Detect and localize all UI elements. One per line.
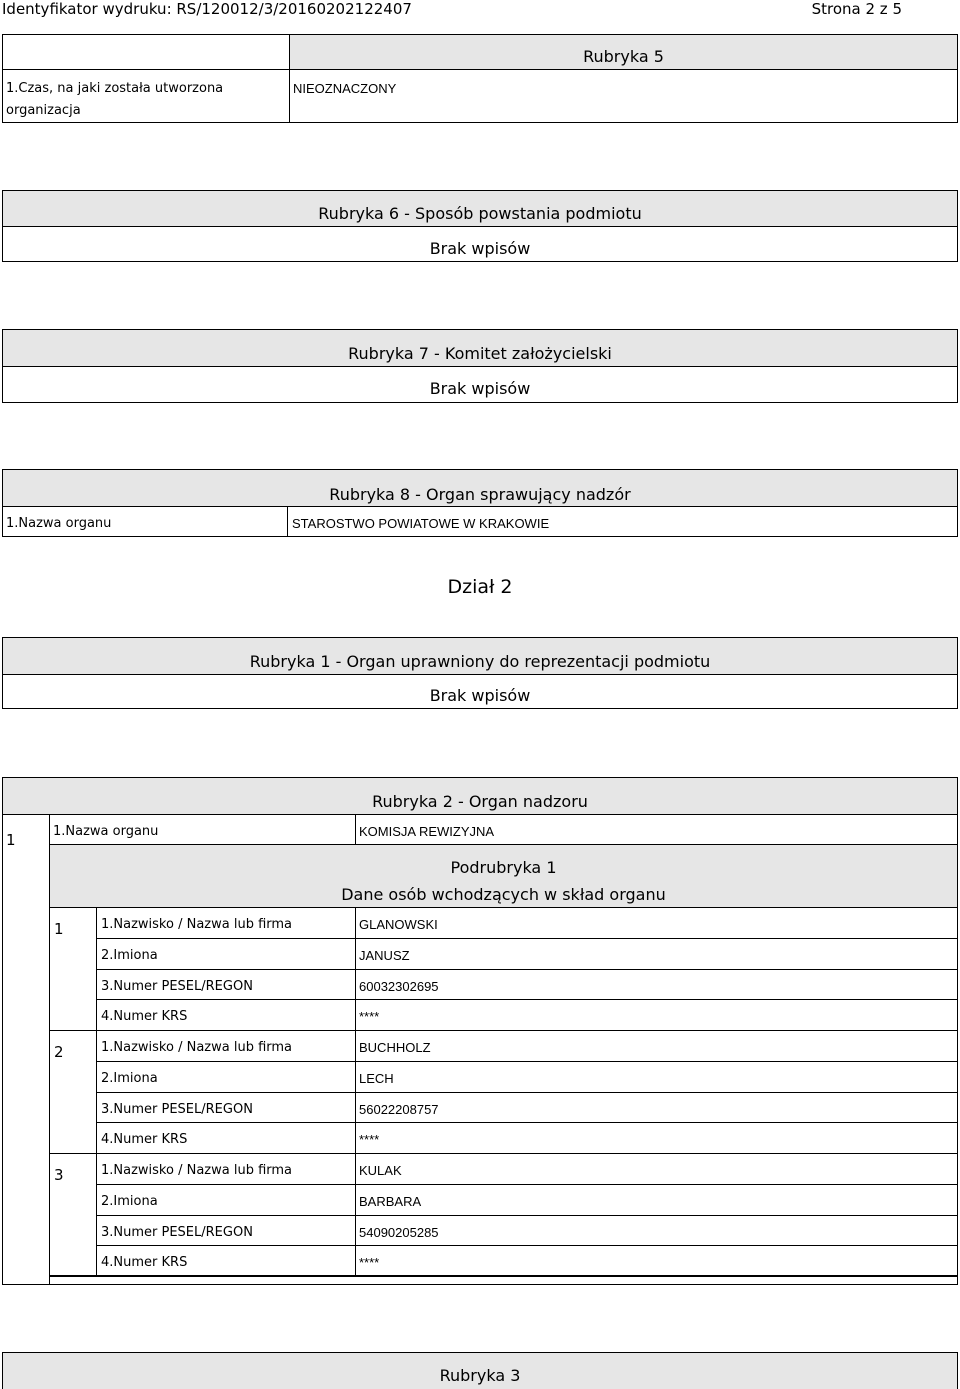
rubryka8-header <box>2 469 958 507</box>
person-field-label-cell <box>96 1153 356 1185</box>
person-field-value: 56022208757 <box>359 1101 439 1117</box>
rubryka8-value: STAROSTWO POWIATOWE W KRAKOWIE <box>292 516 550 531</box>
rubryka6-empty: Brak wpisów <box>429 239 531 258</box>
page-number: Strona 2 z 5 <box>811 0 902 18</box>
rubryka7-empty: Brak wpisów <box>429 379 531 398</box>
organ-name-value-cell <box>355 814 958 845</box>
rubryka5-label-line2: organizacja <box>6 103 81 118</box>
person-field-value-cell <box>355 1061 958 1093</box>
rubryka7-header <box>2 329 958 367</box>
organ-name-label: 1.Nazwa organu <box>53 824 159 839</box>
person-field-label-cell <box>96 1184 356 1216</box>
podrubryka-subtitle: Dane osób wchodzących w skład organu <box>341 885 666 904</box>
d2-rubryka1-empty: Brak wpisów <box>429 686 531 705</box>
person-field-label: 3.Numer PESEL/REGON <box>101 1224 253 1240</box>
person-field-label-cell <box>96 1030 356 1062</box>
rubryka8-title: Rubryka 8 - Organ sprawujący nadzór <box>329 485 631 504</box>
person-field-label-cell <box>96 1092 356 1124</box>
person-index-cell <box>49 907 97 1031</box>
person-field-value: BARBARA <box>359 1193 422 1209</box>
person-field-label: 1.Nazwisko / Nazwa lub firma <box>101 1163 293 1178</box>
person-index-cell <box>49 1153 97 1277</box>
person-field-label: 2.Imiona <box>101 1070 158 1086</box>
person-field-label: 4.Numer KRS <box>101 1009 188 1025</box>
person-field-value-cell <box>355 1184 958 1216</box>
person-field-value: LECH <box>359 1070 394 1086</box>
person-field-label: 1.Nazwisko / Nazwa lub firma <box>101 1040 293 1055</box>
person-field-value: GLANOWSKI <box>359 917 438 932</box>
d2-rubryka2-header <box>2 777 958 815</box>
rubryka7-body <box>2 366 958 403</box>
person-field-label: 3.Numer PESEL/REGON <box>101 1101 253 1117</box>
d2-rubryka1-title: Rubryka 1 - Organ uprawniony do reprezentacji podmiotu <box>249 652 711 671</box>
person-field-value: KULAK <box>359 1163 402 1178</box>
organ-index-cell <box>2 814 50 1285</box>
person-field-label: 2.Imiona <box>101 1193 158 1209</box>
person-field-label-cell <box>96 938 356 970</box>
person-field-label-cell <box>96 1122 356 1154</box>
person-field-label: 2.Imiona <box>101 947 158 963</box>
person-field-value-cell <box>355 1245 958 1277</box>
person-field-label: 4.Numer KRS <box>101 1132 188 1148</box>
person-field-label-cell <box>96 969 356 1001</box>
person-index-cell <box>49 1030 97 1154</box>
rubryka5-label-line1: 1.Czas, na jaki została utworzona <box>6 81 224 96</box>
person-field-value: **** <box>359 1009 380 1025</box>
person-field-value-cell <box>355 999 958 1031</box>
person-field-value-cell <box>355 1030 958 1062</box>
person-field-value: 60032302695 <box>359 978 439 994</box>
person-field-label: 1.Nazwisko / Nazwa lub firma <box>101 917 293 932</box>
person-field-value-cell <box>355 1092 958 1124</box>
person-field-value-cell <box>355 1215 958 1247</box>
person-index: 3 <box>54 1166 64 1184</box>
rubryka5-header <box>289 34 958 70</box>
person-field-value: 54090205285 <box>359 1224 439 1240</box>
person-field-label-cell <box>96 1245 356 1277</box>
print-identifier: Identyfikator wydruku: RS/120012/3/20160202122407 <box>2 0 412 18</box>
person-field-label-cell <box>96 1215 356 1247</box>
person-field-value-cell <box>355 938 958 970</box>
organ-index: 1 <box>6 831 16 849</box>
person-field-value-cell <box>355 969 958 1001</box>
person-field-label-cell <box>96 999 356 1031</box>
person-field-value: BUCHHOLZ <box>359 1040 431 1055</box>
person-index: 2 <box>54 1043 64 1061</box>
rubryka5-title: Rubryka 5 <box>583 47 664 66</box>
d2-rubryka3-header <box>2 1352 958 1389</box>
d2-rubryka3-title: Rubryka 3 <box>439 1366 521 1385</box>
person-field-value-cell <box>355 1153 958 1185</box>
rubryka8-value-cell <box>287 506 958 537</box>
organ-name-label-cell <box>49 814 356 845</box>
person-field-label: 3.Numer PESEL/REGON <box>101 978 253 994</box>
person-field-label-cell <box>96 907 356 939</box>
podrubryka-title: Podrubryka 1 <box>450 858 557 877</box>
person-index: 1 <box>54 920 64 938</box>
podrubryka-header <box>49 844 958 908</box>
d2-rubryka2-title: Rubryka 2 - Organ nadzoru <box>372 792 588 811</box>
d2-rubryka1-body <box>2 674 958 709</box>
dzial2-title: Dział 2 <box>447 576 513 598</box>
rubryka7-title: Rubryka 7 - Komitet założycielski <box>348 344 612 363</box>
organ-name-value: KOMISJA REWIZYJNA <box>359 824 495 839</box>
person-field-value-cell <box>355 907 958 939</box>
rubryka5-value-cell <box>289 69 958 123</box>
person-field-label: 4.Numer KRS <box>101 1255 188 1271</box>
rubryka6-body <box>2 226 958 262</box>
rubryka6-title: Rubryka 6 - Sposób powstania podmiotu <box>318 204 642 223</box>
rubryka8-label-cell <box>2 506 288 537</box>
rubryka6-header <box>2 190 958 227</box>
persons-table-bottom <box>49 1275 958 1285</box>
d2-rubryka1-header <box>2 637 958 675</box>
person-field-value: **** <box>359 1132 380 1148</box>
person-field-label-cell <box>96 1061 356 1093</box>
rubryka5-label-cell <box>2 69 290 123</box>
person-field-value: JANUSZ <box>359 947 410 963</box>
person-field-value-cell <box>355 1122 958 1154</box>
person-field-value: **** <box>359 1255 380 1271</box>
rubryka8-label: 1.Nazwa organu <box>6 516 112 531</box>
rubryka5-value: NIEOZNACZONY <box>293 81 397 96</box>
